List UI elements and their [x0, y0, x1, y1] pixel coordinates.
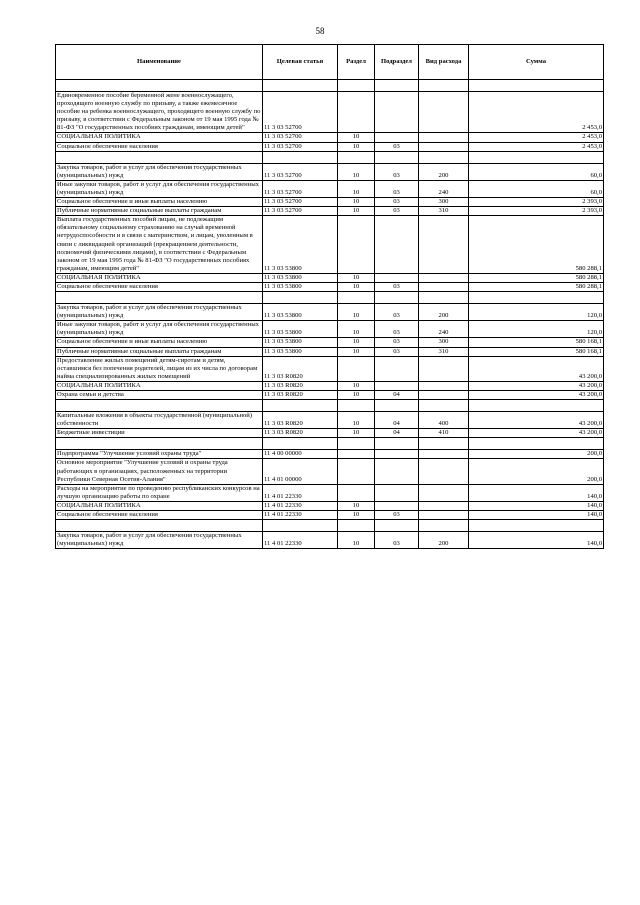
row-section-cell: 10	[338, 338, 375, 347]
row-subsection-cell	[375, 216, 419, 274]
row-subsection-cell: 03	[375, 304, 419, 321]
row-sum-cell: 2 453,0	[469, 133, 604, 142]
row-name-cell: Основное мероприятие "Улучшение условий и охраны труда работающих в организациях, расположенных на территории Республики Северная Осетия-Алания"	[56, 459, 263, 484]
spacer-cell	[469, 400, 604, 412]
row-sum-cell: 60,0	[469, 163, 604, 180]
row-name-cell: Выплата государственных пособий лицам, не подлежащим обязательному социальному страхованию на случай временной нетрудоспособности и в связи с материнством, и лицам, уволенным в связи с ликвидацией организаций (прекращением деятельности, полномочий физическими лицами), в соответствии с Федеральным законом от 19 мая 1995 года № 81-ФЗ "О государственных пособиях гражданам, имеющим детей"	[56, 216, 263, 274]
row-sum-cell: 43 200,0	[469, 356, 604, 381]
spacer-cell	[419, 151, 469, 163]
row-subsection-cell: 04	[375, 429, 419, 438]
row-subsection-cell: 03	[375, 198, 419, 207]
header-section: Раздел	[338, 45, 375, 80]
spacer-cell	[263, 520, 338, 532]
row-code-cell: 11 3 03 52700	[263, 133, 338, 142]
row-name-cell: Капитальные вложения в объекты государственной (муниципальной) собственности	[56, 412, 263, 429]
row-type-cell	[419, 356, 469, 381]
row-code-cell: 11 3 03 52700	[263, 142, 338, 151]
spacer-row	[56, 400, 604, 412]
row-type-cell: 300	[419, 338, 469, 347]
row-subsection-cell	[375, 501, 419, 510]
row-section-cell	[338, 92, 375, 133]
spacer-cell	[375, 520, 419, 532]
header-subsection: Подраздел	[375, 45, 419, 80]
row-type-cell	[419, 273, 469, 282]
row-section-cell	[338, 484, 375, 501]
spacer-cell	[338, 80, 375, 92]
row-code-cell: 11 4 01 00000	[263, 459, 338, 484]
row-name-cell: Публичные нормативные социальные выплаты гражданам	[56, 207, 263, 216]
row-sum-cell: 2 393,0	[469, 207, 604, 216]
row-section-cell: 10	[338, 273, 375, 282]
row-code-cell: 11 3 03 53800	[263, 282, 338, 291]
row-type-cell	[419, 92, 469, 133]
row-subsection-cell	[375, 133, 419, 142]
row-section-cell: 10	[338, 391, 375, 400]
spacer-row	[56, 151, 604, 163]
spacer-row	[56, 520, 604, 532]
row-code-cell: 11 3 03 53800	[263, 338, 338, 347]
row-subsection-cell	[375, 484, 419, 501]
row-type-cell	[419, 216, 469, 274]
row-sum-cell: 2 453,0	[469, 92, 604, 133]
table-row	[56, 429, 604, 438]
row-name-cell: Бюджетные инвестиции	[56, 429, 263, 438]
row-type-cell	[419, 381, 469, 390]
spacer-cell	[263, 438, 338, 450]
row-section-cell: 10	[338, 207, 375, 216]
header-code: Целевая статья	[263, 45, 338, 80]
spacer-cell	[56, 438, 263, 450]
spacer-cell	[263, 151, 338, 163]
row-code-cell: 11 4 01 22330	[263, 501, 338, 510]
row-sum-cell: 580 288,1	[469, 273, 604, 282]
row-name-cell: СОЦИАЛЬНАЯ ПОЛИТИКА	[56, 273, 263, 282]
row-sum-cell: 140,0	[469, 532, 604, 549]
spacer-cell	[56, 80, 263, 92]
table-row	[56, 459, 604, 484]
table-row	[56, 501, 604, 510]
row-subsection-cell: 03	[375, 163, 419, 180]
row-name-cell: Иные закупки товаров, работ и услуг для обеспечения государственных (муниципальных) нужд	[56, 180, 263, 197]
table-body	[56, 80, 604, 549]
row-sum-cell: 580 288,1	[469, 216, 604, 274]
row-name-cell: Закупка товаров, работ и услуг для обеспечения государственных (муниципальных) нужд	[56, 304, 263, 321]
row-subsection-cell	[375, 459, 419, 484]
row-section-cell: 10	[338, 321, 375, 338]
row-code-cell: 11 3 03 52700	[263, 92, 338, 133]
row-subsection-cell: 03	[375, 347, 419, 356]
table-row	[56, 338, 604, 347]
header-type: Вид расхода	[419, 45, 469, 80]
spacer-cell	[338, 520, 375, 532]
row-type-cell: 200	[419, 532, 469, 549]
spacer-row	[56, 80, 604, 92]
table-row	[56, 92, 604, 133]
row-name-cell: СОЦИАЛЬНАЯ ПОЛИТИКА	[56, 381, 263, 390]
table-row	[56, 321, 604, 338]
row-name-cell: Закупка товаров, работ и услуг для обеспечения государственных (муниципальных) нужд	[56, 163, 263, 180]
row-type-cell	[419, 391, 469, 400]
spacer-cell	[263, 292, 338, 304]
row-section-cell	[338, 459, 375, 484]
spacer-row	[56, 292, 604, 304]
row-subsection-cell: 03	[375, 282, 419, 291]
row-code-cell: 11 3 03 53800	[263, 347, 338, 356]
row-subsection-cell: 03	[375, 532, 419, 549]
row-code-cell: 11 3 03 53800	[263, 304, 338, 321]
row-subsection-cell	[375, 273, 419, 282]
row-code-cell: 11 3 03 52700	[263, 198, 338, 207]
row-subsection-cell: 03	[375, 511, 419, 520]
spacer-cell	[263, 80, 338, 92]
table-row	[56, 282, 604, 291]
spacer-cell	[469, 80, 604, 92]
spacer-row	[56, 438, 604, 450]
row-code-cell: 11 3 03 R0820	[263, 356, 338, 381]
table-row	[56, 412, 604, 429]
spacer-cell	[375, 292, 419, 304]
row-type-cell	[419, 142, 469, 151]
row-section-cell: 10	[338, 198, 375, 207]
row-subsection-cell	[375, 450, 419, 459]
row-sum-cell: 120,0	[469, 321, 604, 338]
row-sum-cell: 580 168,1	[469, 338, 604, 347]
row-subsection-cell	[375, 381, 419, 390]
table-row	[56, 216, 604, 274]
row-name-cell: Подпрограмма "Улучшение условий охраны труда"	[56, 450, 263, 459]
row-name-cell: Социальное обеспечение населения	[56, 142, 263, 151]
table-row	[56, 163, 604, 180]
spacer-cell	[338, 151, 375, 163]
row-sum-cell: 43 200,0	[469, 412, 604, 429]
row-section-cell: 10	[338, 180, 375, 197]
page-number: 58	[315, 26, 325, 36]
row-code-cell: 11 4 01 22330	[263, 484, 338, 501]
table-row	[56, 207, 604, 216]
row-section-cell: 10	[338, 142, 375, 151]
spacer-cell	[263, 400, 338, 412]
row-section-cell	[338, 216, 375, 274]
row-name-cell: Расходы на мероприятие по проведению республиканских конкурсов на лучшую организацию работы по охране	[56, 484, 263, 501]
spacer-cell	[56, 151, 263, 163]
row-name-cell: Социальное обеспечение населения	[56, 511, 263, 520]
row-name-cell: Охрана семьи и детства	[56, 391, 263, 400]
spacer-cell	[338, 438, 375, 450]
header-sum: Сумма	[469, 45, 604, 80]
spacer-cell	[375, 151, 419, 163]
row-code-cell: 11 3 03 53800	[263, 321, 338, 338]
row-type-cell: 300	[419, 198, 469, 207]
row-sum-cell: 580 288,1	[469, 282, 604, 291]
row-code-cell: 11 3 03 52700	[263, 207, 338, 216]
row-name-cell: Иные закупки товаров, работ и услуг для обеспечения государственных (муниципальных) нужд	[56, 321, 263, 338]
spacer-cell	[419, 80, 469, 92]
row-code-cell: 11 3 03 53800	[263, 273, 338, 282]
row-subsection-cell: 03	[375, 321, 419, 338]
row-type-cell	[419, 133, 469, 142]
table-row	[56, 273, 604, 282]
spacer-cell	[469, 151, 604, 163]
row-subsection-cell: 03	[375, 142, 419, 151]
row-name-cell: Единовременное пособие беременной жене военнослужащего, проходящего военную службу по призыву, а также ежемесячное пособие на ребенка военнослужащего, проходящего военную службу по призыву, в соответствии с Федеральным законом от 19 мая 1995 года № 81-ФЗ "О государственных пособиях гражданам, имеющим детей"	[56, 92, 263, 133]
spacer-cell	[338, 292, 375, 304]
row-sum-cell: 43 200,0	[469, 391, 604, 400]
table-row	[56, 180, 604, 197]
row-sum-cell: 580 168,1	[469, 347, 604, 356]
spacer-cell	[56, 520, 263, 532]
row-type-cell: 310	[419, 207, 469, 216]
spacer-cell	[419, 438, 469, 450]
row-section-cell: 10	[338, 304, 375, 321]
row-code-cell: 11 3 03 52700	[263, 163, 338, 180]
row-code-cell: 11 3 03 R0820	[263, 381, 338, 390]
row-type-cell	[419, 511, 469, 520]
table-row	[56, 304, 604, 321]
row-type-cell: 240	[419, 321, 469, 338]
row-section-cell: 10	[338, 412, 375, 429]
header-name: Наименование	[56, 45, 263, 80]
row-section-cell: 10	[338, 501, 375, 510]
spacer-cell	[419, 292, 469, 304]
row-sum-cell: 60,0	[469, 180, 604, 197]
row-subsection-cell: 03	[375, 180, 419, 197]
spacer-cell	[56, 292, 263, 304]
spacer-cell	[338, 400, 375, 412]
table-row	[56, 484, 604, 501]
row-sum-cell: 200,0	[469, 450, 604, 459]
spacer-cell	[469, 520, 604, 532]
row-section-cell	[338, 356, 375, 381]
row-section-cell: 10	[338, 133, 375, 142]
row-code-cell: 11 3 03 53800	[263, 216, 338, 274]
row-section-cell: 10	[338, 163, 375, 180]
row-sum-cell: 43 200,0	[469, 429, 604, 438]
row-subsection-cell: 03	[375, 338, 419, 347]
row-code-cell: 11 3 03 R0820	[263, 429, 338, 438]
table-row	[56, 198, 604, 207]
row-section-cell: 10	[338, 511, 375, 520]
table-row	[56, 532, 604, 549]
row-sum-cell: 140,0	[469, 511, 604, 520]
row-name-cell: Социальное обеспечение и иные выплаты населению	[56, 198, 263, 207]
row-name-cell: Закупка товаров, работ и услуг для обеспечения государственных (муниципальных) нужд	[56, 532, 263, 549]
row-section-cell: 10	[338, 429, 375, 438]
row-sum-cell: 2 453,0	[469, 142, 604, 151]
row-section-cell: 10	[338, 532, 375, 549]
row-type-cell	[419, 282, 469, 291]
row-type-cell: 200	[419, 304, 469, 321]
spacer-cell	[56, 400, 263, 412]
row-section-cell: 10	[338, 282, 375, 291]
row-type-cell	[419, 501, 469, 510]
row-code-cell: 11 4 01 22330	[263, 511, 338, 520]
row-sum-cell: 140,0	[469, 484, 604, 501]
table-row	[56, 133, 604, 142]
row-section-cell	[338, 450, 375, 459]
row-subsection-cell: 04	[375, 412, 419, 429]
spacer-cell	[469, 438, 604, 450]
row-type-cell	[419, 450, 469, 459]
row-type-cell: 310	[419, 347, 469, 356]
spacer-cell	[469, 292, 604, 304]
row-name-cell: СОЦИАЛЬНАЯ ПОЛИТИКА	[56, 501, 263, 510]
table-row	[56, 391, 604, 400]
spacer-cell	[375, 400, 419, 412]
table-row	[56, 356, 604, 381]
row-name-cell: Социальное обеспечение и иные выплаты населению	[56, 338, 263, 347]
row-section-cell: 10	[338, 347, 375, 356]
row-name-cell: Публичные нормативные социальные выплаты гражданам	[56, 347, 263, 356]
row-sum-cell: 120,0	[469, 304, 604, 321]
row-type-cell: 410	[419, 429, 469, 438]
row-code-cell: 11 3 03 52700	[263, 180, 338, 197]
row-section-cell: 10	[338, 381, 375, 390]
row-name-cell: Социальное обеспечение населения	[56, 282, 263, 291]
spacer-cell	[419, 400, 469, 412]
row-subsection-cell: 03	[375, 207, 419, 216]
row-type-cell	[419, 459, 469, 484]
spacer-cell	[419, 520, 469, 532]
table-row	[56, 381, 604, 390]
table-header-row	[56, 45, 604, 80]
row-code-cell: 11 4 00 00000	[263, 450, 338, 459]
row-sum-cell: 200,0	[469, 459, 604, 484]
spacer-cell	[375, 438, 419, 450]
row-name-cell: СОЦИАЛЬНАЯ ПОЛИТИКА	[56, 133, 263, 142]
table-row	[56, 142, 604, 151]
row-type-cell: 240	[419, 180, 469, 197]
table-row	[56, 450, 604, 459]
row-sum-cell: 43 200,0	[469, 381, 604, 390]
row-name-cell: Предоставление жилых помещений детям-сиротам и детям, оставшимся без попечения родителей, лицам из их числа по договорам найма специализированных жилых помещений	[56, 356, 263, 381]
spacer-cell	[375, 80, 419, 92]
row-subsection-cell	[375, 356, 419, 381]
row-sum-cell: 2 393,0	[469, 198, 604, 207]
row-type-cell	[419, 484, 469, 501]
row-code-cell: 11 3 03 R0820	[263, 412, 338, 429]
row-type-cell: 200	[419, 163, 469, 180]
row-subsection-cell: 04	[375, 391, 419, 400]
row-code-cell: 11 3 03 R0820	[263, 391, 338, 400]
row-code-cell: 11 4 01 22330	[263, 532, 338, 549]
table-row	[56, 511, 604, 520]
row-type-cell: 400	[419, 412, 469, 429]
row-sum-cell: 140,0	[469, 501, 604, 510]
table-row	[56, 347, 604, 356]
budget-table	[55, 44, 604, 549]
row-subsection-cell	[375, 92, 419, 133]
